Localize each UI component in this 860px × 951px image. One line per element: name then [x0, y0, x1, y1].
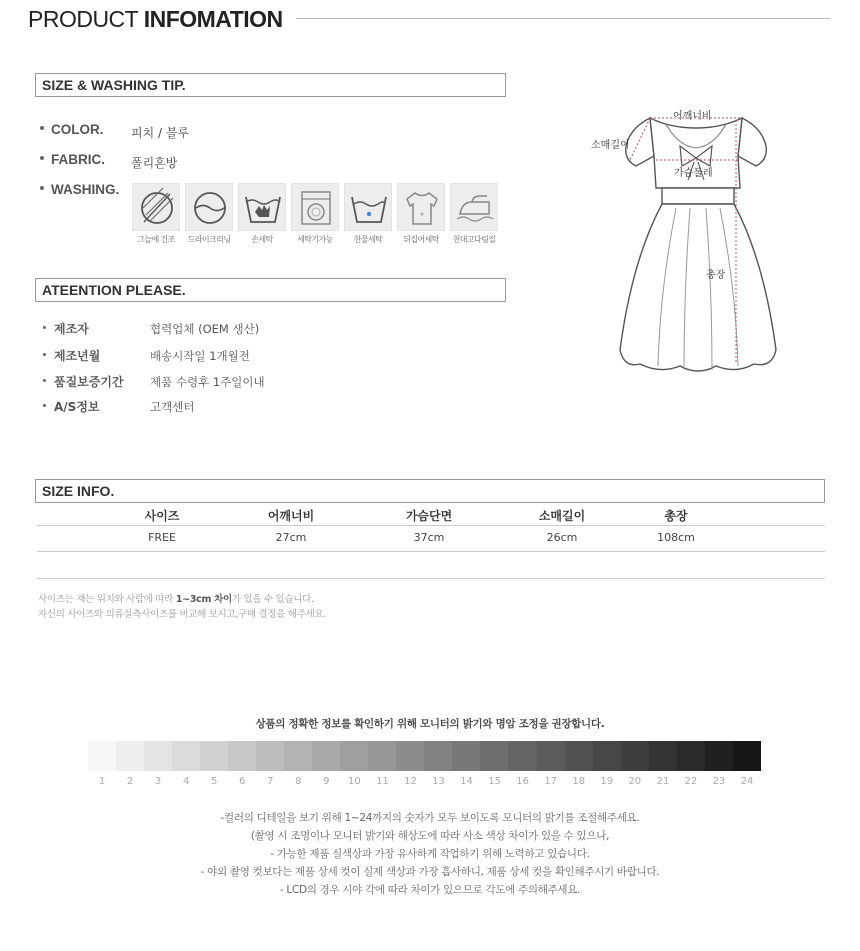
- footer-line-1: -컬러의 디테일을 보기 위해 1~24까지의 숫자가 모두 보이도록 모니터의 밝기를 조절해주세요.: [220, 812, 640, 824]
- footer-line-4: - 야외 촬영 컷보다는 제품 상세 컷이 실제 색상과 가장 흡사하니, 제품 상세 컷을 확인해주시기 바랍니다.: [200, 866, 660, 878]
- grayscale-swatch-2: [116, 741, 144, 771]
- grayscale-swatch-24: [733, 741, 761, 771]
- grayscale-number-6: 6: [239, 776, 246, 787]
- cell-size: FREE: [148, 531, 176, 544]
- fabric-label: FABRIC.: [40, 152, 105, 167]
- grayscale-swatch-7: [256, 741, 284, 771]
- grayscale-number-9: 9: [323, 776, 330, 787]
- warranty-value: 제품 수령후 1주일이내: [150, 375, 265, 389]
- grayscale-number-19: 19: [600, 776, 614, 787]
- grayscale-swatch-4: [172, 741, 200, 771]
- grayscale-strip: [88, 741, 761, 771]
- col-header-shoulder: 어깨너비: [267, 509, 315, 523]
- right-sleeve: [738, 118, 766, 166]
- cell-length: 108cm: [657, 531, 695, 544]
- grayscale-swatch-6: [228, 741, 256, 771]
- sleeve-label: 소매길이: [591, 140, 630, 151]
- col-header-sleeve: 소매길이: [538, 509, 586, 523]
- grayscale-number-8: 8: [295, 776, 302, 787]
- grayscale-swatch-16: [508, 741, 536, 771]
- cold-water-wash-icon: [344, 183, 392, 231]
- grayscale-swatch-23: [705, 741, 733, 771]
- grayscale-number-7: 7: [267, 776, 274, 787]
- shoulder-label: 어깨너비: [673, 111, 712, 122]
- grayscale-swatch-9: [312, 741, 340, 771]
- inside-out-wash-icon: [397, 183, 445, 231]
- grayscale-number-11: 11: [376, 776, 389, 787]
- grayscale-swatch-17: [537, 741, 565, 771]
- grayscale-number-24: 24: [740, 776, 754, 787]
- footer-line-2: (촬영 시 조명이나 모니터 밝기와 해상도에 따라 사소 색상 차이가 있을 수 있으나,: [250, 830, 610, 842]
- grayscale-swatch-20: [621, 741, 649, 771]
- grayscale-number-22: 22: [684, 776, 698, 787]
- wash-caption-5: 찬물세탁: [353, 235, 383, 244]
- grayscale-swatch-19: [593, 741, 621, 771]
- col-header-length: 총장: [664, 509, 688, 523]
- iron-with-cloth-icon: [450, 183, 498, 231]
- size-note-1: 사이즈는 재는 위치와 사람에 따라 1~3cm 차이가 있을 수 있습니다.: [38, 594, 314, 605]
- size-washing-section-header: [35, 73, 506, 97]
- grayscale-number-5: 5: [211, 776, 218, 787]
- grayscale-number-20: 20: [628, 776, 642, 787]
- size-info-section-header: [35, 479, 825, 503]
- fabric-value: 폴리혼방: [131, 156, 178, 170]
- size-info-heading: SIZE INFO.: [42, 483, 115, 499]
- page-title: [28, 6, 283, 33]
- manufacturer-label: 제조자: [43, 320, 89, 337]
- chest-label: 가슴둘레: [674, 168, 713, 179]
- wash-caption-2: 드라이크리닝: [187, 235, 231, 244]
- footer-line-5: - LCD의 경우 시야 각에 따라 차이가 있으므로 각도에 주의해주세요.: [279, 884, 581, 896]
- cell-shoulder: 27cm: [275, 531, 307, 544]
- page-title-bold: INFOMATION: [143, 6, 283, 32]
- grayscale-number-1: 1: [98, 776, 106, 787]
- warranty-label: 품질보증기간: [43, 373, 124, 390]
- cell-sleeve: 26cm: [546, 531, 578, 544]
- size-washing-heading: SIZE & WASHING TIP.: [42, 77, 186, 93]
- grayscale-number-3: 3: [154, 776, 162, 787]
- grayscale-swatch-5: [200, 741, 228, 771]
- no-tumble-dry-icon: [132, 183, 180, 231]
- footer-line-3: - 가능한 제품 실색상과 가장 유사하게 작업하기 위해 노력하고 있습니다.: [270, 848, 590, 860]
- hand-wash-icon: [238, 183, 286, 231]
- grayscale-swatch-22: [677, 741, 705, 771]
- manufacturer-value: 협력업체 (OEM 생산): [150, 322, 260, 336]
- attention-section-header: [35, 278, 506, 302]
- grayscale-number-17: 17: [544, 776, 558, 787]
- waistband: [662, 188, 734, 204]
- monitor-notice-title: 상품의 정확한 정보를 확인하기 위해 모니터의 밝기와 명암 조정을 권장합니다.: [255, 718, 605, 730]
- grayscale-swatch-13: [424, 741, 452, 771]
- grayscale-swatch-12: [396, 741, 424, 771]
- wash-caption-4: 세탁기가능: [297, 235, 333, 244]
- page-title-light: PRODUCT: [28, 6, 144, 32]
- wash-caption-7: 천대고다림질: [452, 235, 496, 244]
- grayscale-swatch-11: [368, 741, 396, 771]
- table-divider-mid: [37, 551, 825, 552]
- wash-caption-1: 그늘에 건조: [137, 235, 175, 244]
- grayscale-number-21: 21: [656, 776, 670, 787]
- cell-chest: 37cm: [413, 531, 445, 544]
- manufacture-date-value: 배송시작일 1개월전: [150, 349, 250, 363]
- table-divider-bottom: [37, 578, 825, 579]
- dress-measurement-diagram: [600, 100, 800, 380]
- grayscale-swatch-15: [480, 741, 508, 771]
- grayscale-number-12: 12: [404, 776, 417, 787]
- color-value: 피치 / 블루: [131, 126, 190, 140]
- grayscale-number-15: 15: [488, 776, 501, 787]
- grayscale-number-18: 18: [572, 776, 586, 787]
- grayscale-swatch-8: [284, 741, 312, 771]
- wash-caption-3: 손세탁: [251, 235, 273, 244]
- dry-clean-icon: [185, 183, 233, 231]
- skirt: [620, 204, 776, 371]
- grayscale-number-10: 10: [348, 776, 361, 787]
- col-header-size: 사이즈: [144, 509, 180, 523]
- grayscale-swatch-3: [144, 741, 172, 771]
- grayscale-swatch-1: [88, 741, 116, 771]
- size-note-2: 자신의 사이즈와 의류실측사이즈를 비교해 보시고,구매 결정을 해주세요.: [38, 609, 327, 620]
- machine-wash-icon: [291, 183, 339, 231]
- wash-caption-6: 뒤집어세탁: [403, 235, 439, 244]
- grayscale-swatch-21: [649, 741, 677, 771]
- grayscale-swatch-14: [452, 741, 480, 771]
- grayscale-numbers: [88, 776, 761, 790]
- grayscale-number-2: 2: [126, 776, 134, 787]
- grayscale-number-14: 14: [460, 776, 473, 787]
- washing-label: WASHING.: [40, 182, 119, 197]
- grayscale-number-4: 4: [182, 776, 190, 787]
- as-info-label: A/S정보: [43, 398, 100, 415]
- table-divider-top: [37, 525, 825, 526]
- manufacture-date-label: 제조년월: [43, 347, 100, 364]
- grayscale-swatch-10: [340, 741, 368, 771]
- col-header-chest: 가슴단면: [405, 509, 453, 523]
- grayscale-number-13: 13: [432, 776, 445, 787]
- grayscale-number-16: 16: [516, 776, 529, 787]
- grayscale-number-23: 23: [712, 776, 726, 787]
- grayscale-swatch-18: [565, 741, 593, 771]
- header-divider: [296, 18, 830, 19]
- attention-heading: ATEENTION PLEASE.: [42, 282, 186, 298]
- color-label: COLOR.: [40, 122, 104, 137]
- as-info-value: 고객센터: [150, 400, 195, 414]
- length-label: 총장: [706, 270, 726, 281]
